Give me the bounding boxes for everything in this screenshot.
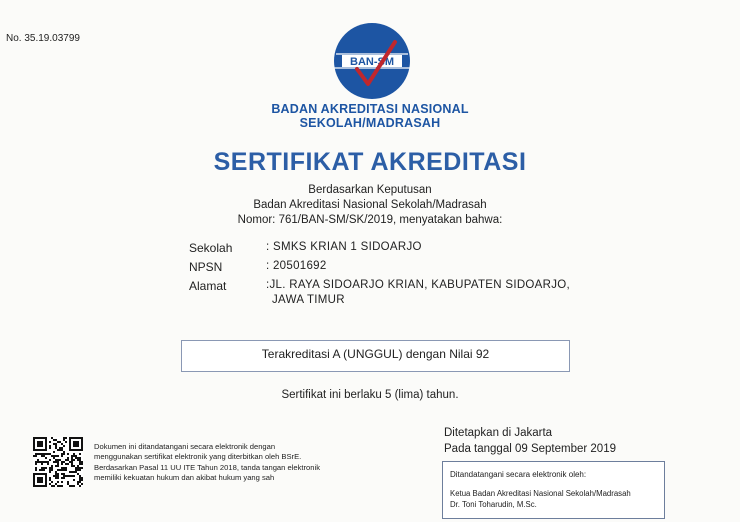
electronic-note-line2: menggunakan sertifikat elektronik yang diterbitkan oleh BSrE. bbox=[94, 452, 302, 461]
organization-name-line1: BADAN AKREDITASI NASIONAL bbox=[271, 102, 469, 116]
logo-text: BAN-SM bbox=[350, 56, 394, 68]
ban-sm-logo bbox=[333, 22, 411, 100]
issued-date: Pada tanggal 09 September 2019 bbox=[444, 443, 616, 455]
validity-text: Sertifikat ini berlaku 5 (lima) tahun. bbox=[281, 389, 459, 401]
organization-name-line2: SEKOLAH/MADRASAH bbox=[299, 116, 441, 130]
qr-code-icon bbox=[33, 437, 83, 487]
address-value-line1: :JL. RAYA SIDOARJO KRIAN, KABUPATEN SIDOARJO, bbox=[266, 279, 571, 291]
certificate-number: No. 35.19.03799 bbox=[6, 33, 80, 44]
signer-name: Dr. Toni Toharudin, M.Sc. bbox=[450, 500, 537, 509]
school-label: Sekolah bbox=[189, 241, 233, 255]
electronic-note-line4: memiliki kekuatan hukum dan akibat hukum yang sah bbox=[94, 473, 275, 482]
signature-header: Ditandatangani secara elektronik oleh: bbox=[450, 470, 587, 479]
npsn-label: NPSN bbox=[189, 260, 223, 274]
address-value-line2: JAWA TIMUR bbox=[272, 294, 345, 306]
intro-line-1: Berdasarkan Keputusan bbox=[308, 184, 432, 196]
electronic-note-line3: Berdasarkan Pasal 11 UU ITE Tahun 2018, tanda tangan elektronik bbox=[94, 463, 320, 472]
intro-line-2: Badan Akreditasi Nasional Sekolah/Madrasah bbox=[253, 199, 487, 211]
npsn-value: : 20501692 bbox=[266, 260, 327, 272]
accreditation-result: Terakreditasi A (UNGGUL) dengan Nilai 92 bbox=[261, 347, 490, 361]
school-value: : SMKS KRIAN 1 SIDOARJO bbox=[266, 241, 422, 253]
address-label: Alamat bbox=[189, 279, 227, 293]
electronic-note-line1: Dokumen ini ditandatangani secara elektronik dengan bbox=[94, 442, 276, 451]
signer-position: Ketua Badan Akreditasi Nasional Sekolah/Madrasah bbox=[450, 489, 631, 498]
issued-place: Ditetapkan di Jakarta bbox=[444, 427, 553, 439]
certificate-title: SERTIFIKAT AKREDITASI bbox=[213, 148, 527, 176]
intro-line-3: Nomor: 761/BAN-SM/SK/2019, menyatakan bahwa: bbox=[237, 214, 503, 226]
